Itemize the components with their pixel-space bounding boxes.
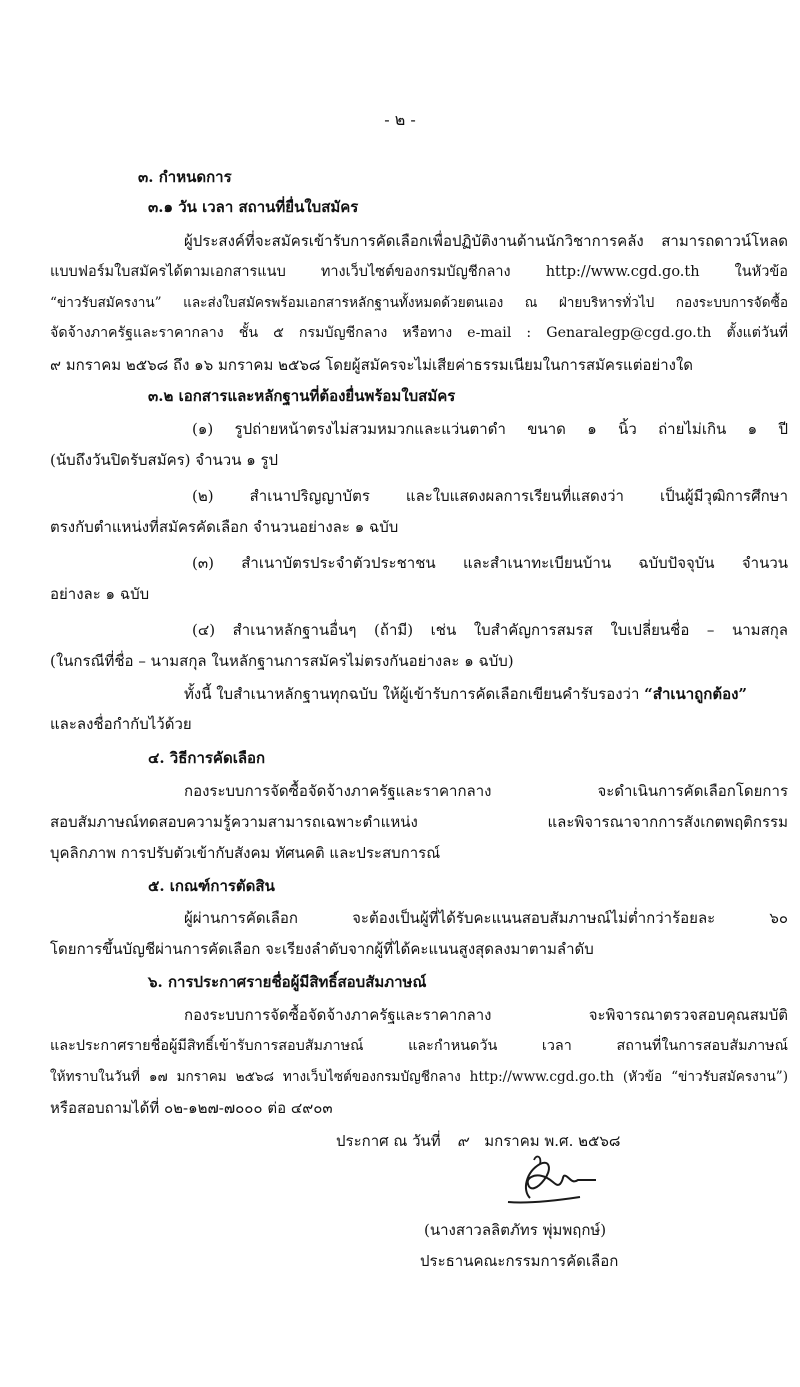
paragraph-line: แบบฟอร์มใบสมัครได้ตามเอกสารแนบ ทางเว็บไซต์ของกรมบัญชีกลาง http://www.cgd.go.th ในหัวข้อ xyxy=(50,264,788,280)
note-line xyxy=(184,682,747,706)
signature xyxy=(500,1150,610,1210)
section-3-2-heading: ๓.๒ เอกสารและหลักฐานที่ต้องยื่นพร้อมใบสมัคร xyxy=(148,387,456,405)
announcement-day: ๙ xyxy=(456,1132,468,1150)
paragraph-line: จัดจ้างภาครัฐและราคากลาง ชั้น ๕ กรมบัญชีกลาง หรือทาง e-mail : Genaralegp@cgd.go.th ตั้งแต่วันที่ xyxy=(50,325,788,341)
page-number: - ๒ - xyxy=(384,110,416,129)
section-3-heading: ๓. กำหนดการ xyxy=(138,168,232,186)
paragraph-line: กองระบบการจัดซื้อจัดจ้างภาครัฐและราคากลาง จะพิจารณาตรวจสอบคุณสมบัติ xyxy=(184,1006,788,1024)
paragraph-line: สอบสัมภาษณ์ทดสอบความรู้ความสามารถเฉพาะตำแหน่ง และพิจารณาจากการสังเกตพฤติกรรม xyxy=(50,813,788,831)
section-5-heading: ๕. เกณฑ์การตัดสิน xyxy=(148,877,275,895)
list-item: (๒) สำเนาปริญญาบัตร และใบแสดงผลการเรียนที่แสดงว่า เป็นผู้มีวุฒิการศึกษา xyxy=(192,487,788,505)
paragraph-line: ผู้ประสงค์ที่จะสมัครเข้ารับการคัดเลือกเพื่อปฏิบัติงานด้านนักวิชาการคลัง สามารถดาวน์โหลด xyxy=(184,232,788,250)
signatory-name: (นางสาวลลิตภัทร พุ่มพฤกษ์) xyxy=(424,1221,607,1239)
note-line: และลงชื่อกำกับไว้ด้วย xyxy=(50,715,192,733)
paragraph-line: ผู้ผ่านการคัดเลือก จะต้องเป็นผู้ที่ได้รับคะแนนสอบสัมภาษณ์ไม่ต่ำกว่าร้อยละ ๖๐ xyxy=(184,909,788,927)
paragraph-line: ให้ทราบในวันที่ ๑๗ มกราคม ๒๕๖๘ ทางเว็บไซต์ของกรมบัญชีกลาง http://www.cgd.go.th (หัวข้อ “ข่าวรับสมัครงาน”) xyxy=(50,1069,788,1085)
section-3-1-heading: ๓.๑ วัน เวลา สถานที่ยื่นใบสมัคร xyxy=(148,198,359,216)
certified-copy-text: “สำเนาถูกต้อง” xyxy=(644,685,748,703)
paragraph-line: “ข่าวรับสมัครงาน” และส่งใบสมัครพร้อมเอกสารหลักฐานทั้งหมดด้วยตนเอง ณ ฝ่ายบริหารทั่วไป กองระบบการจัดซื้อ xyxy=(50,295,788,311)
paragraph-line: กองระบบการจัดซื้อจัดจ้างภาครัฐและราคากลาง จะดำเนินการคัดเลือกโดยการ xyxy=(184,782,788,800)
signatory-title: ประธานคณะกรรมการคัดเลือก xyxy=(420,1252,619,1270)
paragraph-line: บุคลิกภาพ การปรับตัวเข้ากับสังคม ทัศนคติ และประสบการณ์ xyxy=(50,844,441,862)
section-4-heading: ๔. วิธีการคัดเลือก xyxy=(148,749,266,767)
paragraph-line: และประกาศรายชื่อผู้มีสิทธิ์เข้ารับการสอบสัมภาษณ์ และกำหนดวัน เวลา สถานที่ในการสอบสัมภาษณ์ xyxy=(50,1038,788,1054)
list-item: (นับถึงวันปิดรับสมัคร) จำนวน ๑ รูป xyxy=(50,451,279,469)
list-item: (๑) รูปถ่ายหน้าตรงไม่สวมหมวกและแว่นตาดำ ขนาด ๑ นิ้ว ถ่ายไม่เกิน ๑ ปี xyxy=(192,420,788,438)
list-item: ตรงกับตำแหน่งที่สมัครคัดเลือก จำนวนอย่างละ ๑ ฉบับ xyxy=(50,518,399,536)
paragraph-line: ๙ มกราคม ๒๕๖๘ ถึง ๑๖ มกราคม ๒๕๖๘ โดยผู้สมัครจะไม่เสียค่าธรรมเนียมในการสมัครแต่อย่างใด xyxy=(50,356,694,374)
list-item: อย่างละ ๑ ฉบับ xyxy=(50,585,150,603)
list-item: (ในกรณีที่ชื่อ – นามสกุล ในหลักฐานการสมัครไม่ตรงกันอย่างละ ๑ ฉบับ) xyxy=(50,652,514,670)
announcement-prefix: ประกาศ ณ วันที่ xyxy=(336,1132,441,1150)
note-text: ทั้งนี้ ใบสำเนาหลักฐานทุกฉบับ ให้ผู้เข้ารับการคัดเลือกเขียนคำรับรองว่า xyxy=(184,685,645,703)
paragraph-line: หรือสอบถามได้ที่ ๐๒-๑๒๗-๗๐๐๐ ต่อ ๔๙๐๓ xyxy=(50,1099,333,1117)
section-6-heading: ๖. การประกาศรายชื่อผู้มีสิทธิ์สอบสัมภาษณ์ xyxy=(148,973,427,991)
announcement-month-year: มกราคม พ.ศ. ๒๕๖๘ xyxy=(484,1132,621,1150)
paragraph-line: โดยการขึ้นบัญชีผ่านการคัดเลือก จะเรียงลำดับจากผู้ที่ได้คะแนนสูงสุดลงมาตามลำดับ xyxy=(50,940,594,958)
list-item: (๓) สำเนาบัตรประจำตัวประชาชน และสำเนาทะเบียนบ้าน ฉบับปัจจุบัน จำนวน xyxy=(192,554,788,572)
list-item: (๔) สำเนาหลักฐานอื่นๆ (ถ้ามี) เช่น ใบสำคัญการสมรส ใบเปลี่ยนชื่อ – นามสกุล xyxy=(192,621,788,639)
